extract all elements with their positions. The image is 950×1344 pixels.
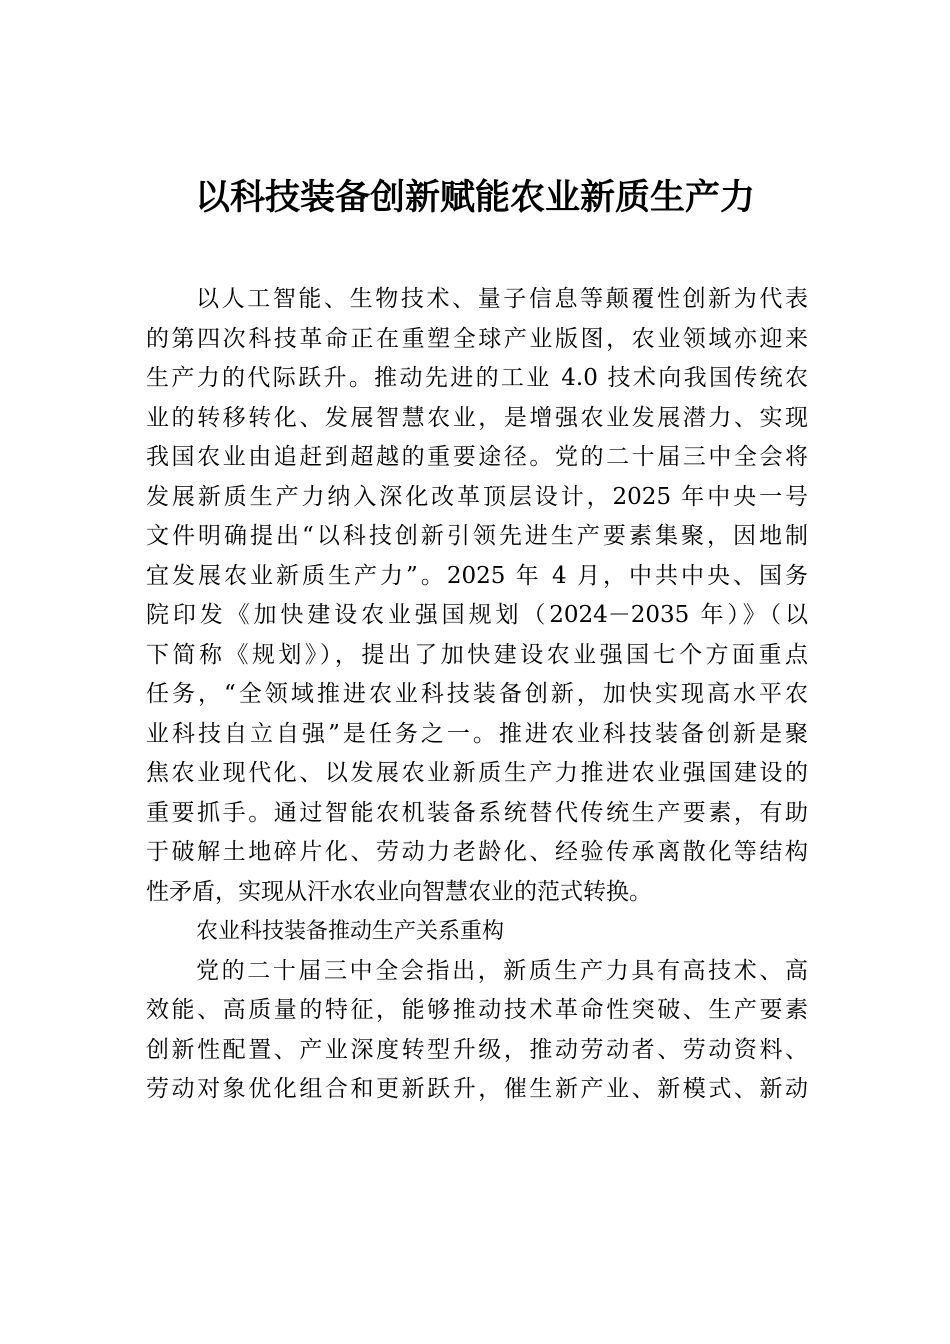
document-body bbox=[146, 280, 808, 1110]
document-title: 以科技装备创新赋能农业新质生产力 bbox=[194, 177, 755, 218]
paragraph-line: 性矛盾，实现从汗水农业向智慧农业的范式转换。 bbox=[146, 878, 652, 905]
paragraph-line: 生产力的代际跃升。推动先进的工业 4.0 技术向我国传统农 bbox=[146, 365, 808, 391]
paragraph-2 bbox=[146, 952, 808, 1110]
paragraph-line: 重要抓手。通过智能农机装备系统替代传统生产要素，有助 bbox=[146, 799, 808, 826]
paragraph-line: 业科技自立自强”是任务之一。推进农业科技装备创新是聚 bbox=[146, 720, 808, 747]
paragraph-line: 于破解土地碎片化、劳动力老龄化、经验传承离散化等结构 bbox=[146, 839, 808, 865]
paragraph-line: 我国农业由追赶到超越的重要途径。党的二十届三中全会将 bbox=[146, 444, 808, 470]
paragraph-line: 发展新质生产力纳入深化改革顶层设计，2025 年中央一号 bbox=[146, 483, 808, 510]
paragraph-line: 院印发《加快建设农业强国规划（2024－2035 年）》（以 bbox=[146, 602, 808, 628]
paragraph-line: 以人工智能、生物技术、量子信息等颠覆性创新为代表 bbox=[196, 286, 808, 312]
section-heading: 农业科技装备推动生产关系重构 bbox=[196, 919, 505, 944]
paragraph-line: 的第四次科技革命正在重塑全球产业版图，农业领域亦迎来 bbox=[146, 325, 808, 352]
paragraph-1 bbox=[146, 280, 808, 912]
paragraph-line: 文件明确提出“以科技创新引领先进生产要素集聚，因地制 bbox=[146, 523, 808, 549]
paragraph-line: 效能、高质量的特征，能够推动技术革命性突破、生产要素 bbox=[146, 997, 808, 1023]
paragraph-line: 任务，“全领域推进农业科技装备创新，加快实现高水平农 bbox=[146, 681, 808, 707]
paragraph-line: 党的二十届三中全会指出，新质生产力具有高技术、高 bbox=[196, 957, 808, 984]
paragraph-line: 业的转移转化、发展智慧农业，是增强农业发展潜力、实现 bbox=[146, 404, 808, 431]
paragraph-line: 宜发展农业新质生产力”。2025 年 4 月，中共中央、国务 bbox=[146, 562, 808, 589]
paragraph-line: 焦农业现代化、以发展农业新质生产力推进农业强国建设的 bbox=[146, 760, 808, 786]
paragraph-line: 创新性配置、产业深度转型升级，推动劳动者、劳动资料、 bbox=[146, 1036, 808, 1063]
paragraph-line: 劳动对象优化组合和更新跃升，催生新产业、新模式、新动 bbox=[146, 1076, 808, 1102]
paragraph-line: 下简称《规划》），提出了加快建设农业强国七个方面重点 bbox=[146, 641, 808, 668]
